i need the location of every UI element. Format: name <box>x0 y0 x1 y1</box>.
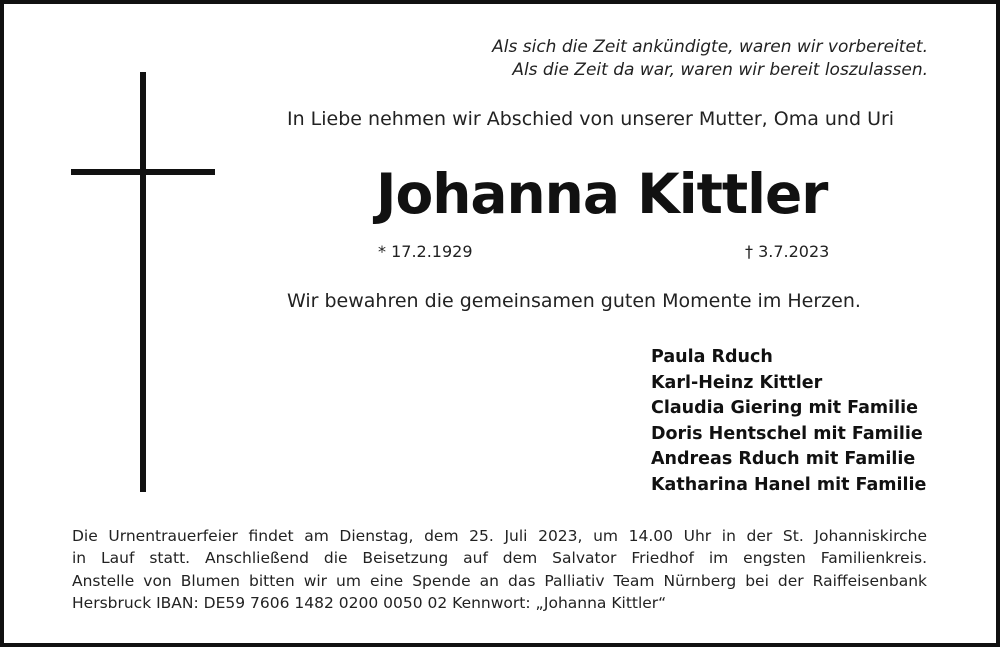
mourner-item: Karl-Heinz Kittler <box>651 372 823 393</box>
footer-line-1: Die Urnentrauerfeier findet am Dienstag, dem 25. Juli 2023, um 14.00 Uhr in der St. Johanniskirche <box>72 527 927 545</box>
footer-line-2: in Lauf statt. Anschließend die Beisetzung auf dem Salvator Friedhof im engsten Familienkreis. <box>72 549 927 568</box>
death-date: † 3.7.2023 <box>745 242 830 261</box>
mourner-item: Claudia Giering mit Familie <box>651 398 919 419</box>
mourners-list <box>651 345 926 499</box>
epigraph-quote <box>492 36 928 82</box>
quote-line-2: Als die Zeit da war, waren wir bereit loszulassen. <box>512 60 928 80</box>
intro-text: In Liebe nehmen wir Abschied von unserer Mutter, Oma und Uri <box>287 108 895 130</box>
funeral-details <box>72 525 927 615</box>
birth-date: * 17.2.1929 <box>378 242 473 261</box>
footer-line-4: Hersbruck IBAN: DE59 7606 1482 0200 0050 02 Kennwort: „Johanna Kittler“ <box>72 594 667 613</box>
mourner-item: Katharina Hanel mit Familie <box>651 474 927 495</box>
cross-icon-horizontal <box>71 169 215 175</box>
quote-line-1: Als sich die Zeit ankündigte, waren wir vorbereitet. <box>492 37 928 57</box>
cross-icon-vertical <box>140 72 146 492</box>
mourner-item: Doris Hentschel mit Familie <box>651 423 923 444</box>
footer-line-3: Anstelle von Blumen bitten wir um eine Spende an das Palliativ Team Nürnberg bei der Raiffeisenbank <box>72 571 927 590</box>
mourner-item: Andreas Rduch mit Familie <box>651 449 916 470</box>
deceased-name: Johanna Kittler <box>376 162 828 226</box>
mourner-item: Paula Rduch <box>651 347 773 367</box>
memory-text: Wir bewahren die gemeinsamen guten Momente im Herzen. <box>287 290 861 312</box>
